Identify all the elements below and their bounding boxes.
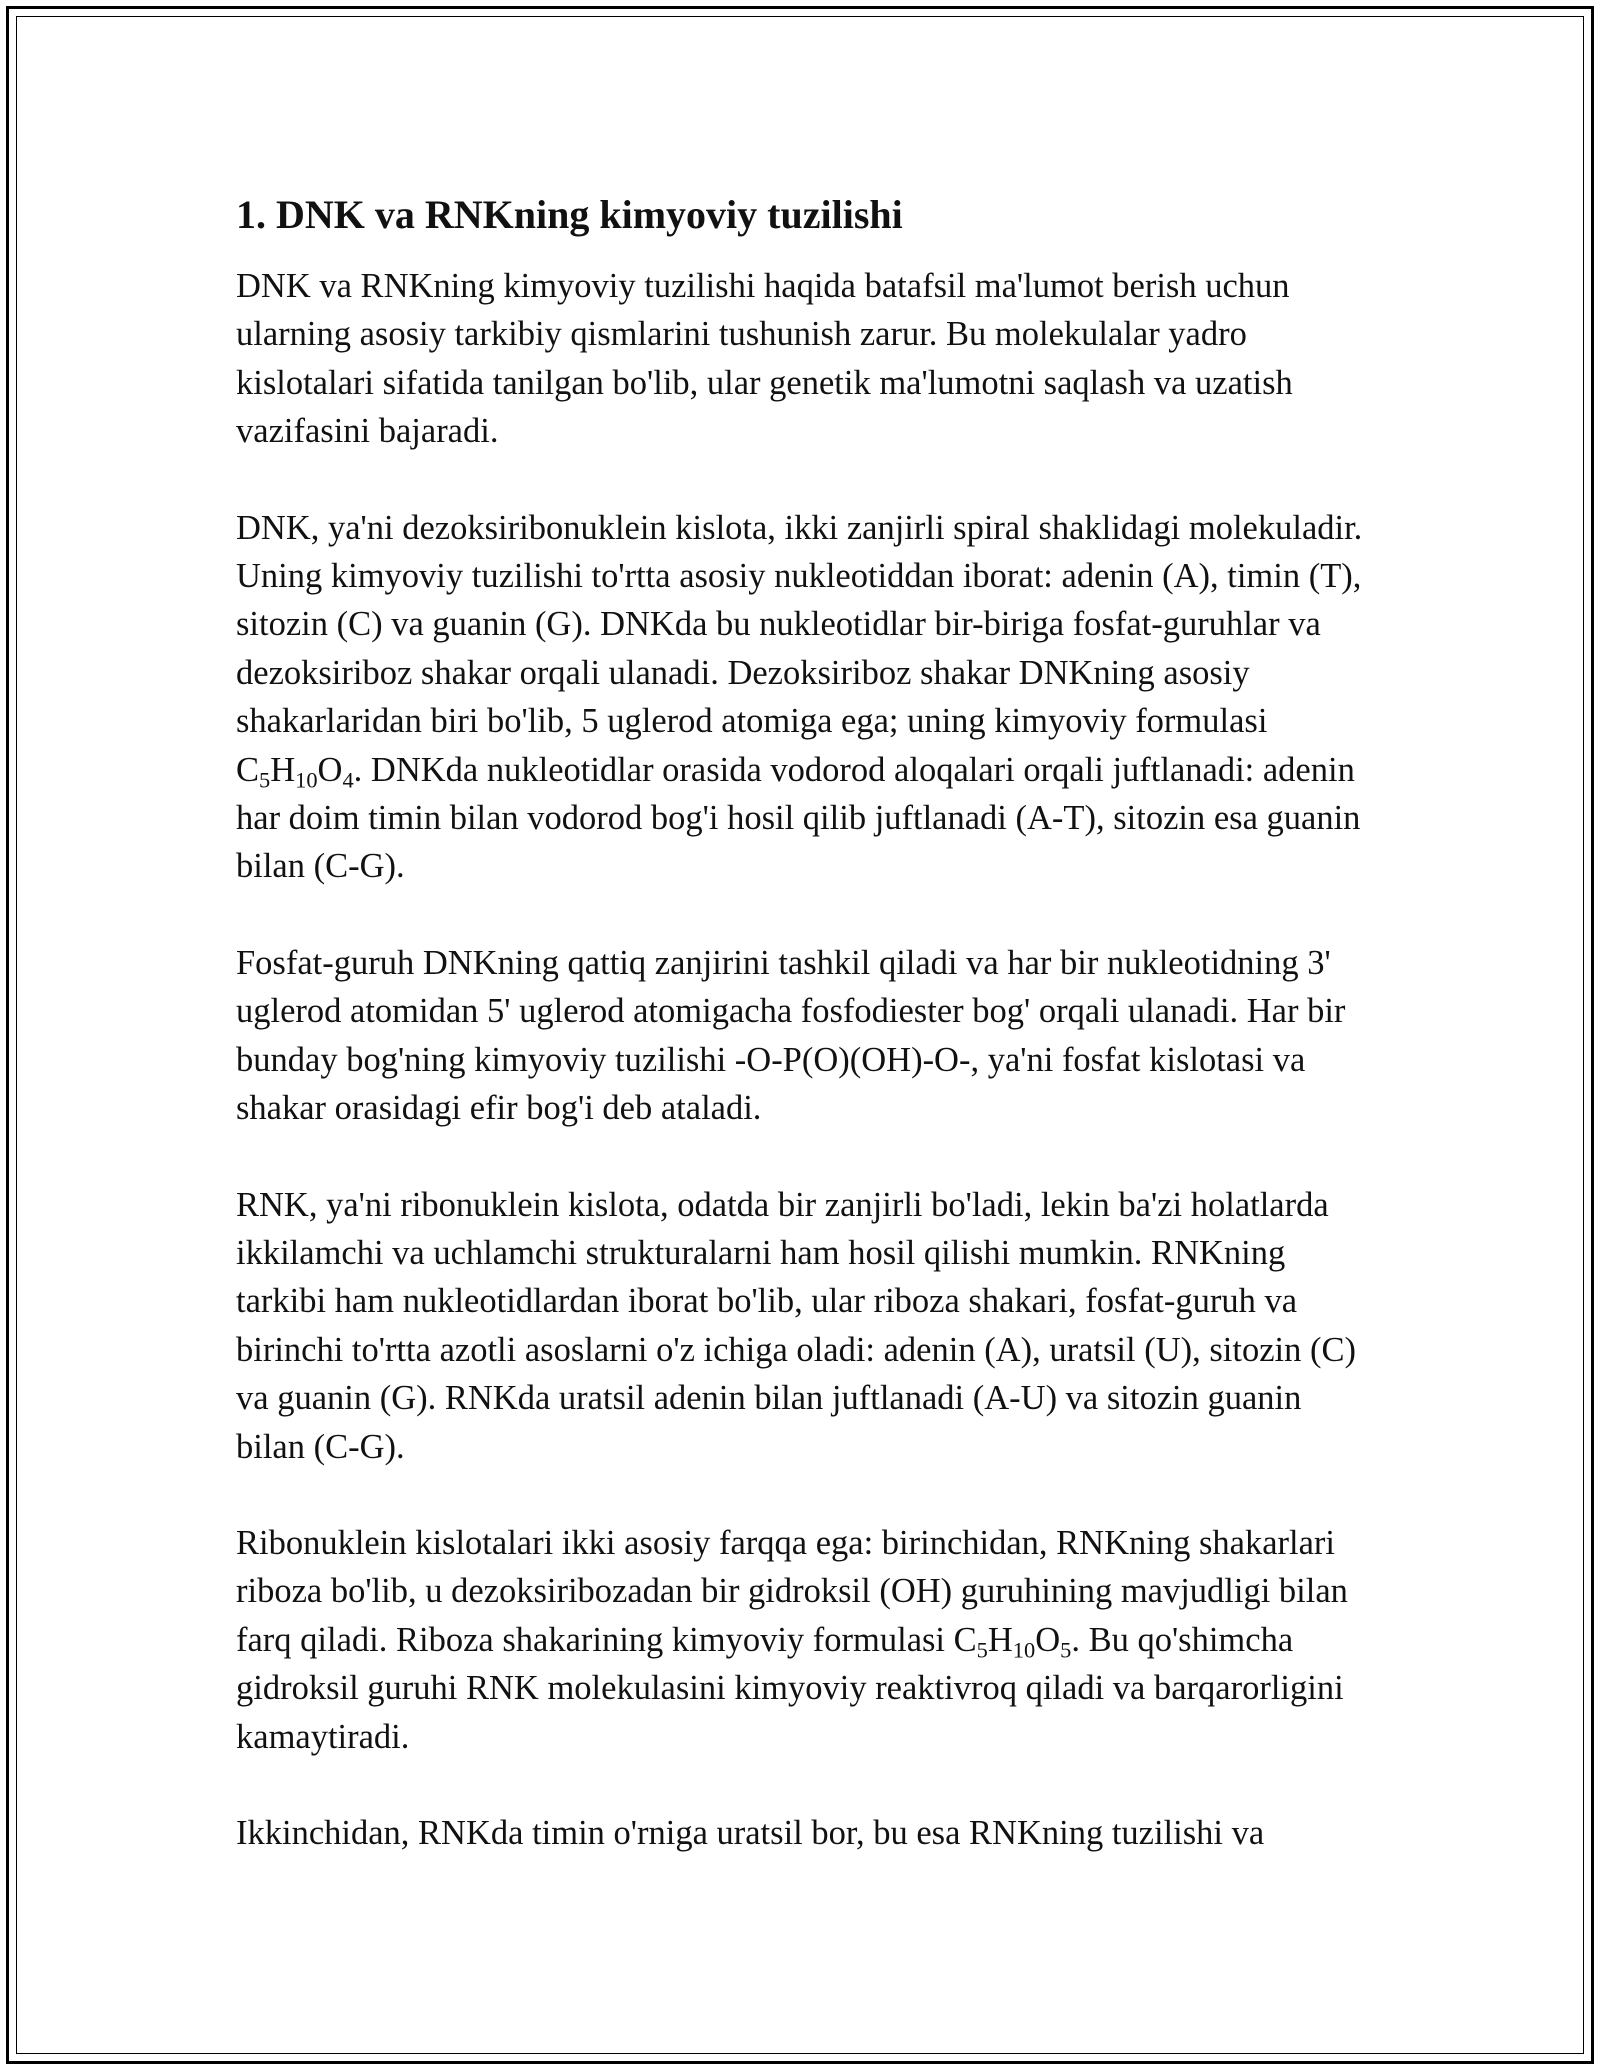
formula-subscript: 10 xyxy=(295,766,318,792)
formula-subscript: 4 xyxy=(342,766,354,792)
paragraph xyxy=(236,504,1376,891)
document-body xyxy=(236,188,1376,1905)
paragraph xyxy=(236,262,1376,456)
text-run: RNK, ya'ni ribonuklein kislota, odatda bir zanjirli bo'ladi, lekin ba'zi holatlarda ikkilamchi va uchlamchi strukturalarni ham hosil qilishi mumkin. RNKning tarkibi ham nukleotidlardan iborat bo'lib, ular riboza shakari, fosfat-guruh va birinchi to'rtta azotli asoslarni o'z ichiga oladi: adenin (A), uratsil (U), sitozin (C) va guanin (G). RNKda uratsil adenin bilan juftlanadi (A-U) va sitozin guanin bilan (C-G). xyxy=(236,1185,1356,1466)
formula-subscript: 5 xyxy=(1060,1637,1072,1663)
section-heading: 1. DNK va RNKning kimyoviy tuzilishi xyxy=(236,192,903,237)
text-run: DNK, ya'ni dezoksiribonuklein kislota, ikki zanjirli spiral shaklidagi molekuladir. Uning kimyoviy tuzilishi to'rtta asosiy nukleotiddan iborat: adenin (A), timin (T), sitozin (C) va guanin (G). DNKda bu nukleotidlar bir-biriga fosfat-guruhlar va dezoksiriboz shakar orqali ulanadi. Dezoksiriboz shakar DNKning asosiy shakarlaridan biri bo'lib, 5 uglerod atomiga ega; uning kimyoviy formulasi C xyxy=(236,508,1363,789)
text-run: DNK va RNKning kimyoviy tuzilishi haqida batafsil ma'lumot berish uchun ularning asosiy tarkibiy qismlarini tushunish zarur. Bu molekulalar yadro kislotalari sifatida tanilgan bo'lib, ular genetik ma'lumotni saqlash va uzatish vazifasini bajaradi. xyxy=(236,267,1293,451)
text-run: H xyxy=(270,750,296,789)
paragraph xyxy=(236,939,1376,1133)
text-run: . DNKda nukleotidlar orasida vodorod aloqalari orqali juftlanadi: adenin har doim timin bilan vodorod bog'i hosil qilib juftlanadi (A-T), sitozin esa guanin bilan (C-G). xyxy=(236,750,1361,886)
text-run: Ribonuklein kislotalari ikki asosiy farqqa ega: birinchidan, RNKning shakarlari riboza bo'lib, u dezoksiribozadan bir gidroksil (OH) guruhining mavjudligi bilan farq qiladi. Riboza shakarining kimyoviy formulasi C xyxy=(236,1523,1348,1659)
text-run: O xyxy=(317,750,343,789)
text-run: H xyxy=(987,1620,1013,1659)
paragraph xyxy=(236,1809,1376,1857)
text-run: Ikkinchidan, RNKda timin o'rniga uratsil bor, bu esa RNKning tuzilishi va xyxy=(236,1813,1265,1852)
formula-subscript: 10 xyxy=(1012,1637,1036,1663)
formula-subscript: 5 xyxy=(976,1637,988,1663)
text-run: O xyxy=(1035,1620,1061,1659)
paragraph xyxy=(236,1519,1376,1761)
text-run: . Bu qo'shimcha gidroksil guruhi RNK molekulasini kimyoviy reaktivroq qiladi va barqarorligini kamaytiradi. xyxy=(236,1620,1344,1756)
paragraph xyxy=(236,1181,1376,1471)
formula-subscript: 5 xyxy=(259,766,271,792)
text-run: Fosfat-guruh DNKning qattiq zanjirini tashkil qiladi va har bir nukleotidning 3' uglerod atomidan 5' uglerod atomigacha fosfodiester bog' orqali ulanadi. Har bir bunday bog'ning kimyoviy tuzilishi -O-P(O)(OH)-O-, ya'ni fosfat kislotasi va shakar orasidagi efir bog'i deb ataladi. xyxy=(236,943,1346,1128)
paragraph-list xyxy=(236,262,1376,1857)
